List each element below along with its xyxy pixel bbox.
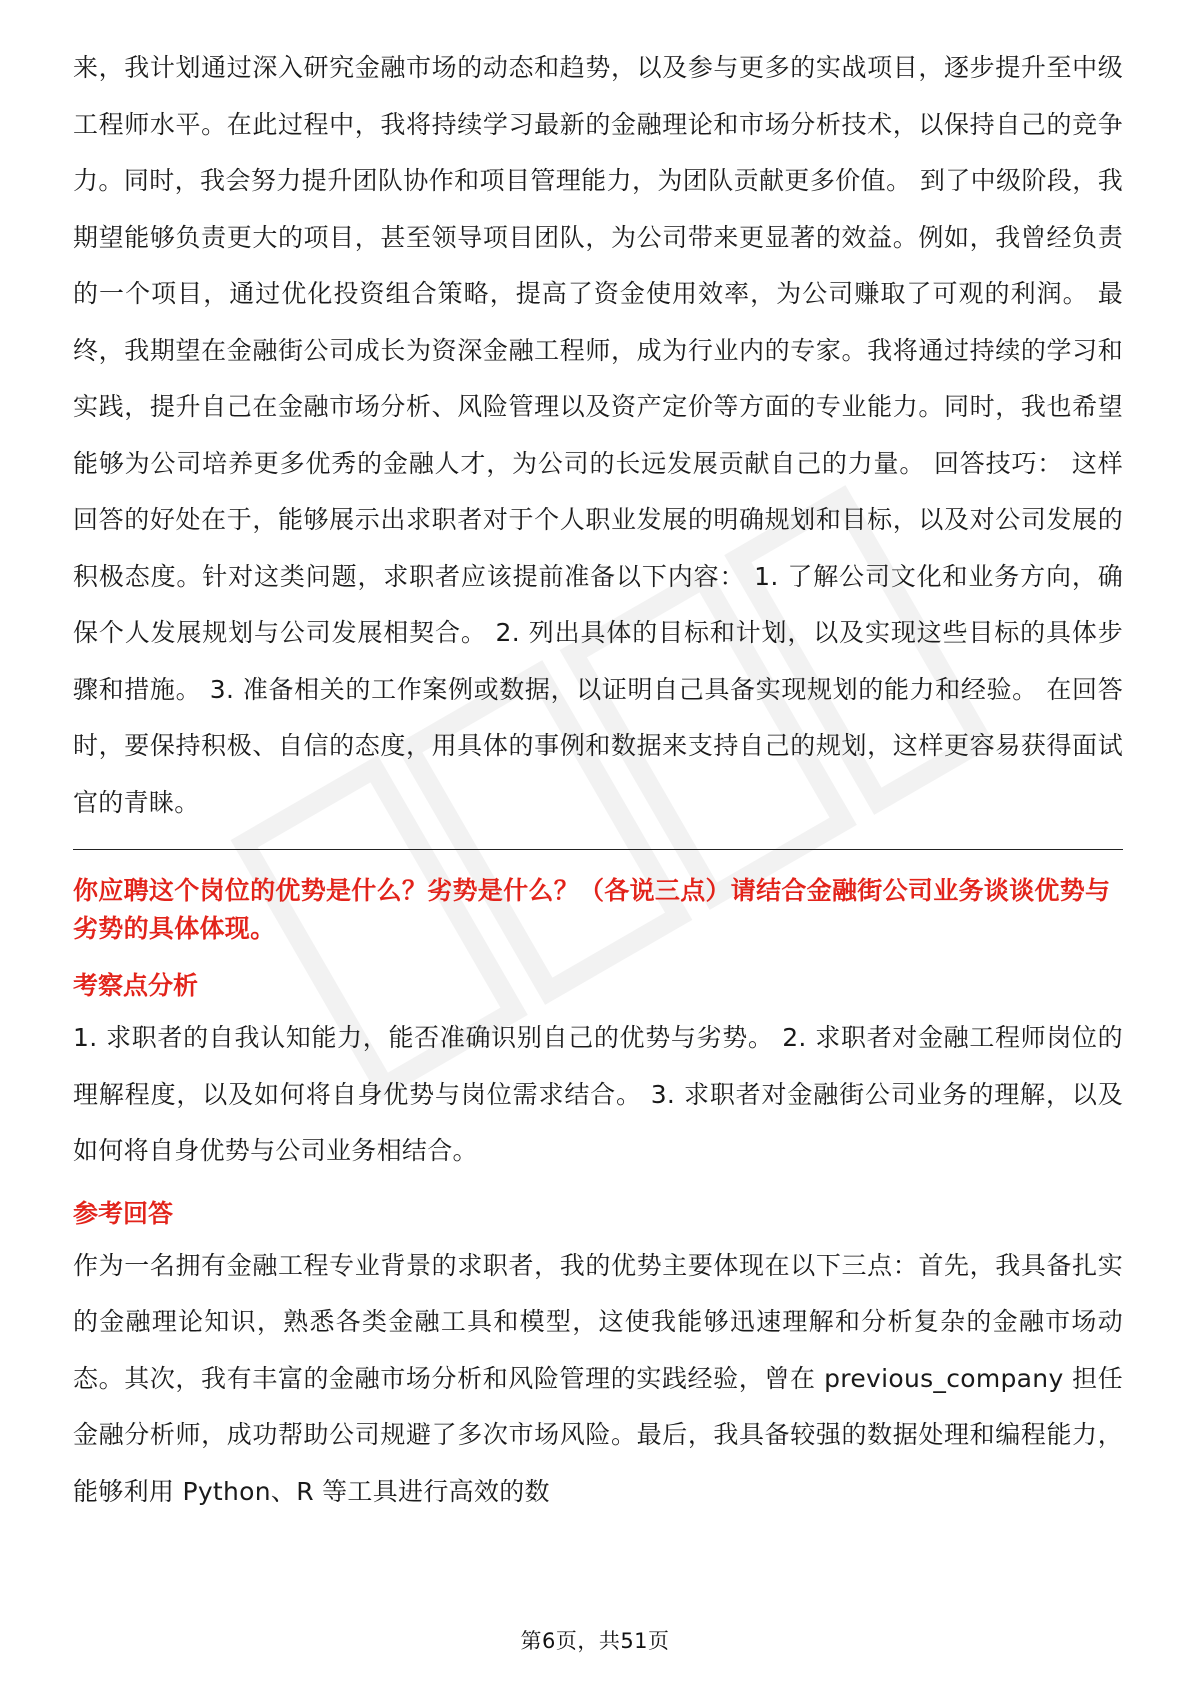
page-number: 第6页，共51页 [520, 1629, 670, 1653]
analysis-paragraph: 1. 求职者的自我认知能力，能否准确识别自己的优势与劣势。 2. 求职者对金融工程师岗位的理解程度，以及如何将自身优势与岗位需求结合。 3. 求职者对金融街公司业务的理解，以及如何将自身优势与公司业务相结合。 [73, 1023, 1123, 1165]
reference-answer-paragraph: 作为一名拥有金融工程专业背景的求职者，我的优势主要体现在以下三点：首先，我具备扎实的金融理论知识，熟悉各类金融工具和模型，这使我能够迅速理解和分析复杂的金融市场动态。其次，我有丰富的金融市场分析和风险管理的实践经验，曾在 previous_company 担任金融分析师，成功帮助公司规避了多次市场风险。最后，我具备较强的数据处理和编程能力，能够利用 Python、R 等工具进行高效的数 [73, 1250, 1123, 1506]
section-divider [73, 849, 1123, 850]
reference-answer-heading: 参考回答 [73, 1198, 174, 1228]
analysis-heading: 考察点分析 [73, 971, 199, 1000]
interview-question: 你应聘这个岗位的优势是什么？劣势是什么？（各说三点）请结合金融街公司业务谈谈优势与劣势的具体体现。 [73, 876, 1111, 943]
paragraph-career-plan: 来，我计划通过深入研究金融市场的动态和趋势，以及参与更多的实战项目，逐步提升至中级工程师水平。在此过程中，我将持续学习最新的金融理论和市场分析技术，以保持自己的竞争力。同时，我会努力提升团队协作和项目管理能力，为团队贡献更多价值。 到了中级阶段，我期望能够负责更大的项目，甚至领导项目团队，为公司带来更显著的效益。例如，我曾经负责的一个项目，通过优化投资组合策略，提高了资金使用效率，为公司赚取了可观的利润。 最终，我期望在金融街公司成长为资深金融工程师，成为行业内的专家。我将通过持续的学习和实践，提升自己在金融市场分析、风险管理以及资产定价等方面的专业能力。同时，我也希望能够为公司培养更多优秀的金融人才，为公司的长远发展贡献自己的力量。 回答技巧： 这样回答的好处在于，能够展示出求职者对于个人职业发展的明确规划和目标，以及对公司发展的积极态度。针对这类问题，求职者应该提前准备以下内容： 1. 了解公司文化和业务方向，确保个人发展规划与公司发展相契合。 2. 列出具体的目标和计划，以及实现这些目标的具体步骤和措施。 3. 准备相关的工作案例或数据，以证明自己具备实现规划的能力和经验。 在回答时，要保持积极、自信的态度，用具体的事例和数据来支持自己的规划，这样更容易获得面试官的青睐。 [73, 53, 1123, 817]
main-content [73, 40, 1123, 1520]
